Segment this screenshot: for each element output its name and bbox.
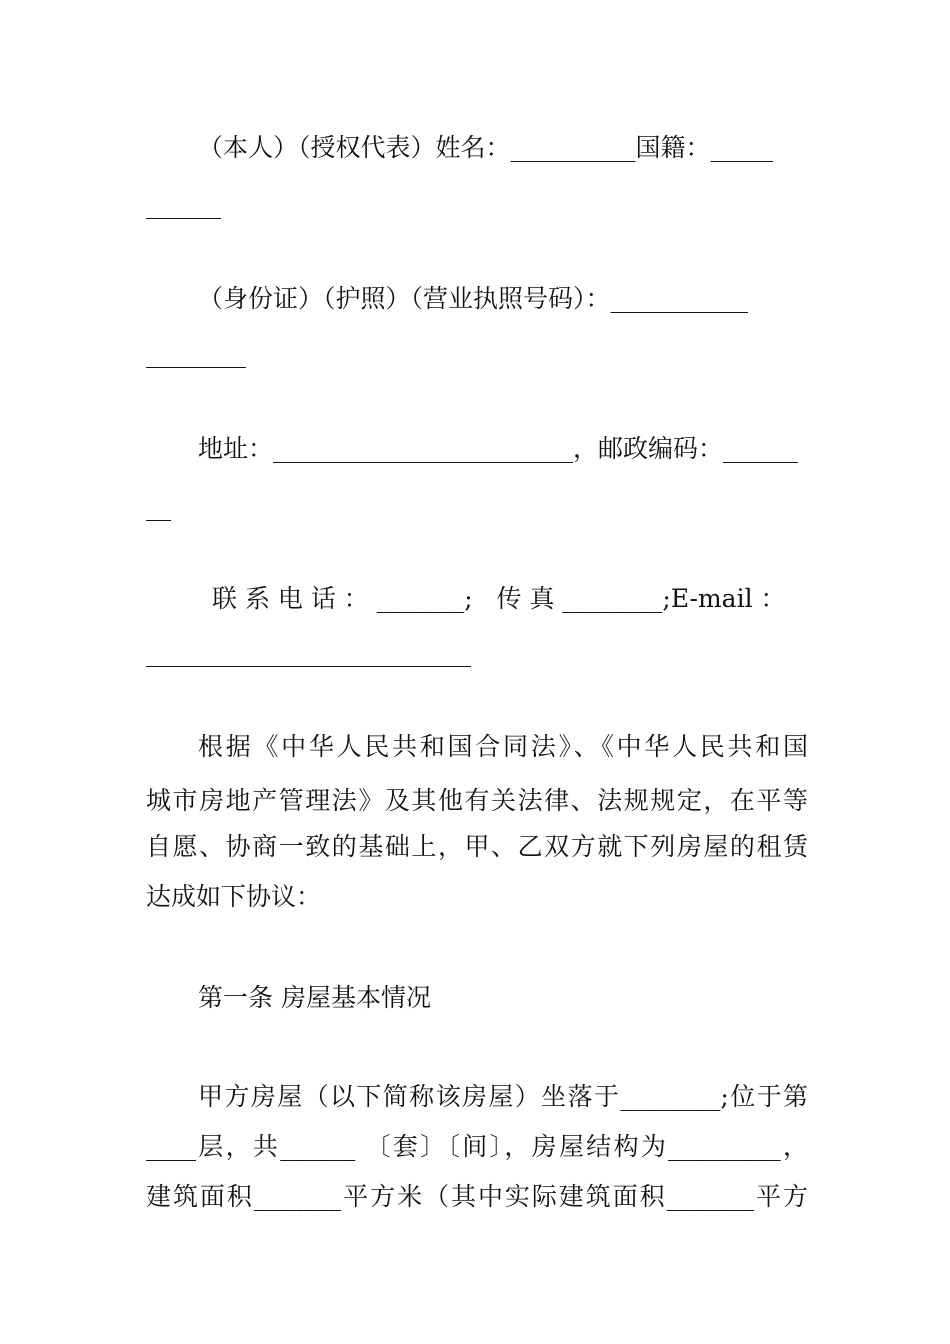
party-name-nationality-line: （本人）（授权代表）姓名：__________国籍：_____ xyxy=(198,133,774,162)
article-body-line: 建筑面积_______平方米（其中实际建筑面积_______平方 xyxy=(146,1182,808,1211)
party-contact-line: 联 系 电 话 ： _______; 传 真 ________;E-mail ： xyxy=(212,584,786,613)
party-id-line: （身份证）（护照）（营业执照号码）：___________ xyxy=(198,284,749,313)
party-address-line-continued: __ xyxy=(146,492,171,521)
article-body-line: 甲方房屋（以下简称该房屋）坐落于________;位于第 xyxy=(198,1082,808,1111)
party-address-line: 地址：________________________，邮政编码：______ xyxy=(198,434,799,463)
preamble-line: 根据《中华人民共和国合同法》、《中华人民共和国 xyxy=(198,732,808,761)
party-id-line-continued: ________ xyxy=(146,339,246,368)
article-heading: 第一条 房屋基本情况 xyxy=(198,983,431,1012)
party-name-nationality-line-continued: ______ xyxy=(146,190,221,219)
preamble-line: 自愿、协商一致的基础上，甲、乙双方就下列房屋的租赁 xyxy=(146,832,808,861)
preamble-line: 城市房地产管理法》及其他有关法律、法规规定，在平等 xyxy=(146,786,808,815)
preamble-line: 达成如下协议： xyxy=(146,882,322,911)
party-contact-line-continued: __________________________ xyxy=(146,638,471,667)
article-body-line: ____层，共______ 〔套〕〔间〕，房屋结构为_________， xyxy=(146,1132,808,1161)
